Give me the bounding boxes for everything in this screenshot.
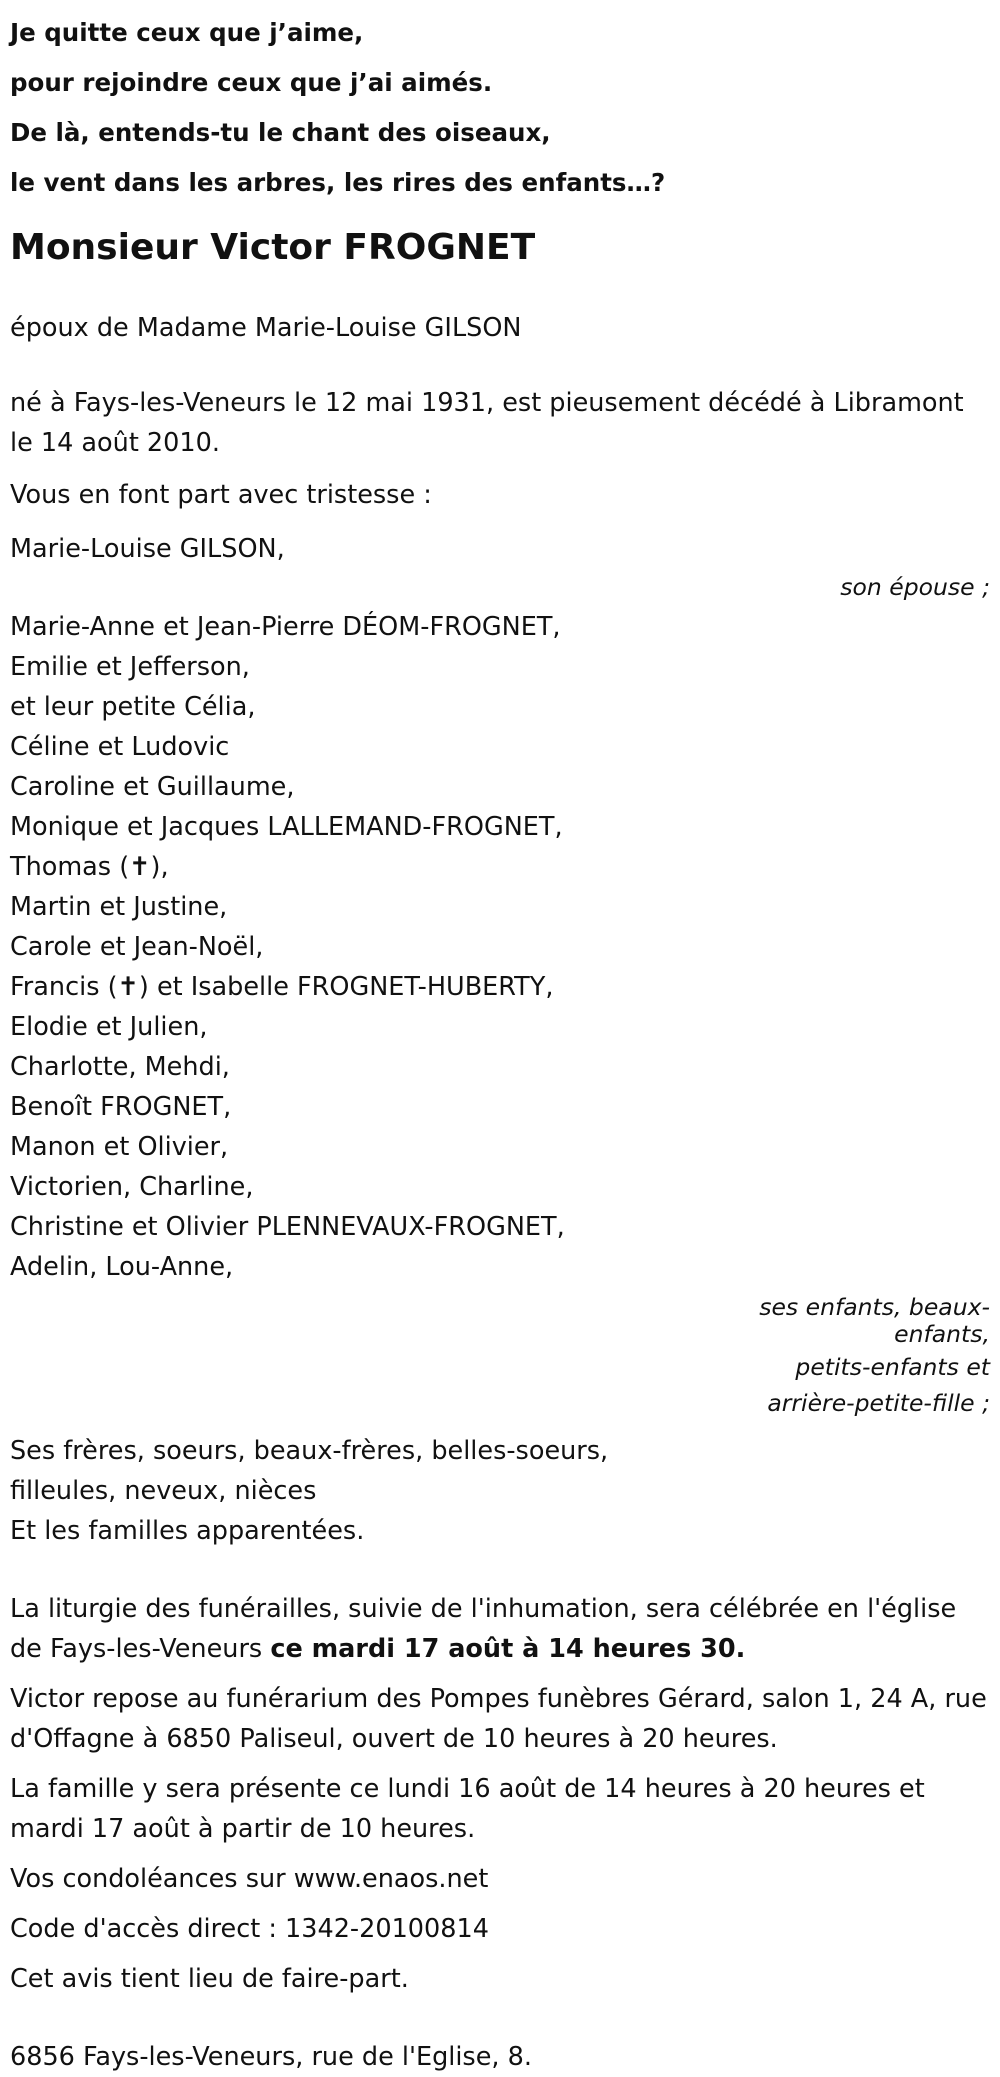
poem-line: pour rejoindre ceux que j’ai aimés. — [10, 68, 493, 97]
family-line: Benoît FROGNET, — [10, 1092, 232, 1122]
family-line: Marie-Anne et Jean-Pierre DÉOM-FROGNET, — [10, 612, 561, 642]
other-relatives-line: Ses frères, soeurs, beaux-frères, belles-soeurs, — [10, 1436, 609, 1466]
spouse-line: époux de Madame Marie-Louise GILSON — [10, 313, 522, 343]
notice-text: Cet avis tient lieu de faire-part. — [10, 1964, 409, 1994]
liturgy-text — [10, 1589, 990, 1669]
children-role-line: enfants, — [894, 1320, 990, 1348]
poem — [10, 0, 990, 208]
children-role — [670, 1289, 990, 1421]
birth-death-text: né à Fays-les-Veneurs le 12 mai 1931, est pieusement décédé à Libramont le 14 août 2010. — [10, 388, 964, 458]
family-line: Charlotte, Mehdi, — [10, 1052, 230, 1082]
family-line: Thomas (✝), — [10, 852, 169, 882]
children-role-line: arrière-petite-fille ; — [767, 1389, 990, 1417]
family-line: Elodie et Julien, — [10, 1012, 208, 1042]
poem-line: De là, entends-tu le chant des oiseaux, — [10, 118, 551, 147]
poem-line: Je quitte ceux que j’aime, — [10, 18, 364, 47]
spouse-role: son épouse ; — [840, 573, 990, 601]
children-role-line: ses enfants, beaux- — [759, 1293, 990, 1321]
family-line: et leur petite Célia, — [10, 692, 256, 722]
liturgy-date: ce mardi 17 août à 14 heures 30. — [270, 1634, 746, 1664]
deceased-name: Monsieur Victor FROGNET — [10, 227, 536, 268]
family-line: Francis (✝) et Isabelle FROGNET-HUBERTY, — [10, 972, 554, 1002]
family-presence-text: La famille y sera présente ce lundi 16 août de 14 heures à 20 heures et mardi 17 août à partir de 10 heures. — [10, 1774, 925, 1844]
family-line: Carole et Jean-Noël, — [10, 932, 264, 962]
family-line: Caroline et Guillaume, — [10, 772, 295, 802]
family-line: Manon et Olivier, — [10, 1132, 229, 1162]
condolences-text: Vos condoléances sur www.enaos.net — [10, 1864, 489, 1894]
liturgy-text-main: La liturgie des funérailles, suivie de l'inhumation, sera célébrée en l'église de Fays-les-Veneurs — [10, 1594, 957, 1664]
family-list — [10, 607, 990, 1287]
family-line: Victorien, Charline, — [10, 1172, 254, 1202]
address: 6856 Fays-les-Veneurs, rue de l'Eglise, 8. — [10, 2042, 532, 2072]
other-relatives-line: filleules, neveux, nièces — [10, 1476, 317, 1506]
announcement-intro: Vous en font part avec tristesse : — [10, 480, 432, 510]
family-line: Adelin, Lou-Anne, — [10, 1252, 234, 1282]
family-line: Emilie et Jefferson, — [10, 652, 250, 682]
family-line: Céline et Ludovic — [10, 732, 230, 762]
access-code-text: Code d'accès direct : 1342-20100814 — [10, 1914, 489, 1944]
poem-line: le vent dans les arbres, les rires des enfants…? — [10, 168, 666, 197]
family-line: Christine et Olivier PLENNEVAUX-FROGNET, — [10, 1212, 565, 1242]
family-line: Martin et Justine, — [10, 892, 228, 922]
funeral-details — [10, 1589, 990, 1999]
spouse-name: Marie-Louise GILSON, — [10, 534, 285, 564]
children-role-line: petits-enfants et — [795, 1353, 990, 1381]
other-relatives — [10, 1431, 990, 1551]
family-line: Monique et Jacques LALLEMAND-FROGNET, — [10, 812, 563, 842]
rest-place-text: Victor repose au funérarium des Pompes funèbres Gérard, salon 1, 24 A, rue d'Offagne à 6850 Paliseul, ouvert de 10 heures à 20 heures. — [10, 1684, 987, 1754]
other-relatives-line: Et les familles apparentées. — [10, 1516, 365, 1546]
